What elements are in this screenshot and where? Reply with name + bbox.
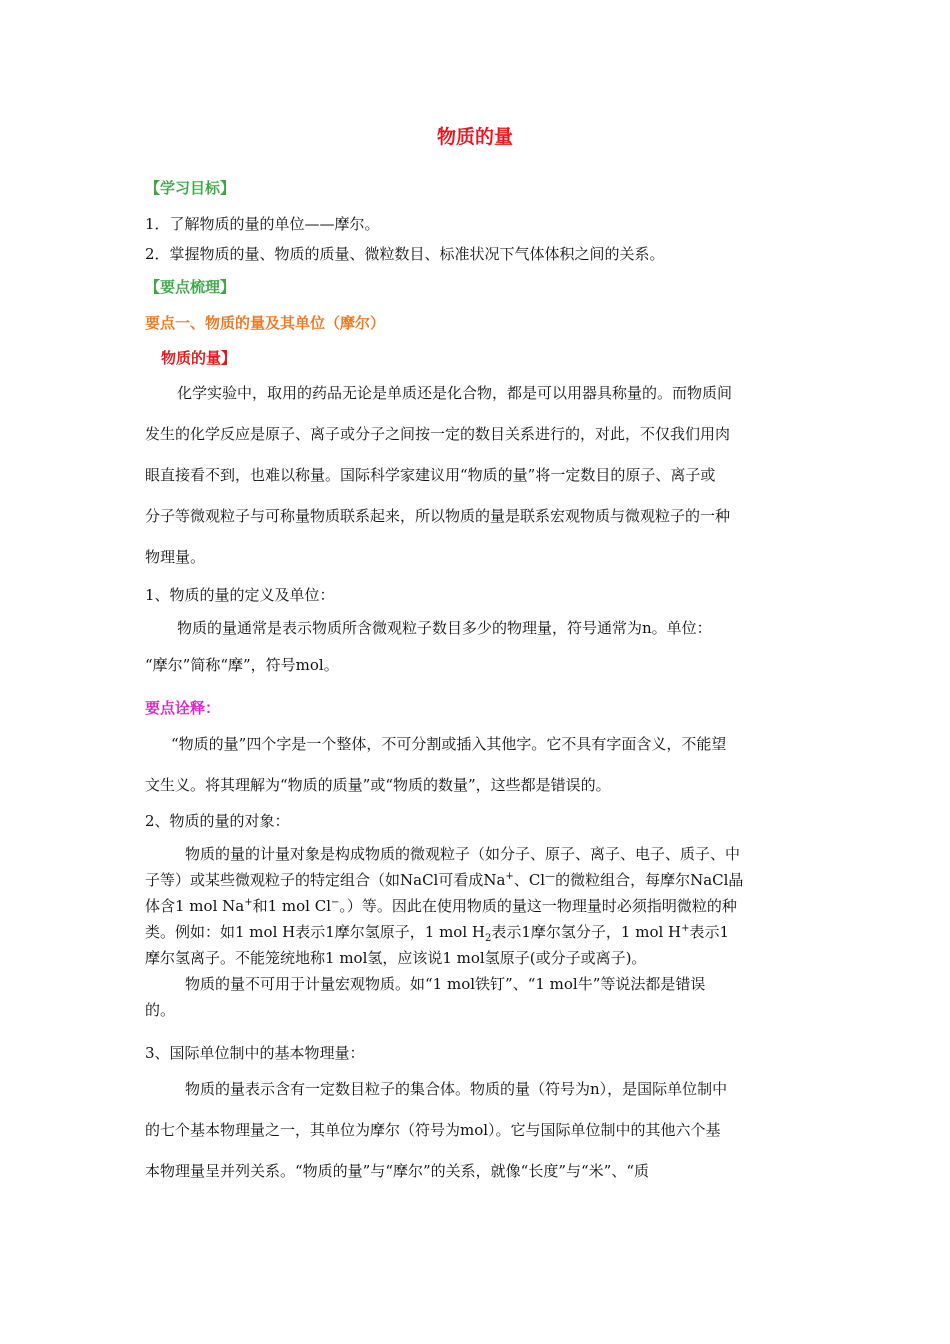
paragraph-line: 文生义。将其理解为“物质的质量”或“物质的数量”，这些都是错误的。 bbox=[145, 776, 611, 794]
superscript: + bbox=[681, 923, 690, 934]
objectives-heading: 【学习目标】 bbox=[145, 179, 236, 197]
section2-heading: 2、物质的量的对象： bbox=[145, 812, 290, 830]
objective-item: 1．了解物质的量的单位——摩尔。 bbox=[145, 215, 380, 233]
paragraph-line: 眼直接看不到，也难以称量。国际科学家建议用“物质的量”将一定数目的原子、离子或 bbox=[145, 466, 716, 484]
objective-item: 2．掌握物质的量、物质的质量、微粒数目、标准状况下气体体积之间的关系。 bbox=[145, 245, 665, 263]
text-run: 体含1 mol Na bbox=[145, 897, 245, 915]
paragraph-line bbox=[145, 919, 810, 945]
text-run: 。）等。因此在使用物质的量这一物理量时必须指明微粒的种 bbox=[339, 897, 737, 915]
paragraph-line bbox=[145, 893, 810, 919]
paragraph-line: 物理量。 bbox=[145, 548, 206, 566]
superscript: + bbox=[505, 871, 514, 882]
explain-heading: 要点诠释： bbox=[145, 699, 221, 717]
paragraph-line: 物质的量表示含有一定数目粒子的集合体。物质的量（符号为n），是国际单位制中 bbox=[185, 1080, 728, 1098]
intro-paragraph bbox=[145, 373, 810, 578]
paragraph-line: 化学实验中，取用的药品无论是单质还是化合物，都是可以用器具称量的。而物质间 bbox=[177, 384, 733, 402]
keypoints-heading: 【要点梳理】 bbox=[145, 278, 236, 296]
text-run: 类。例如：如1 mol H表示1摩尔氢原子，1 mol H bbox=[145, 923, 485, 941]
text-run: 子等）或某些微观粒子的特定组合（如NaCl可看成Na bbox=[145, 871, 506, 889]
point1-subheading: 物质的量】 bbox=[161, 349, 237, 367]
text-run: 、Cl bbox=[513, 871, 546, 889]
point1-heading: 要点一、物质的量及其单位（摩尔） bbox=[145, 314, 386, 332]
subscript: 2 bbox=[484, 933, 492, 944]
section1-paragraph bbox=[145, 610, 810, 684]
text-run: 表示1摩尔氢分子，1 mol H bbox=[491, 923, 682, 941]
section3-paragraph bbox=[145, 1069, 810, 1192]
superscript: + bbox=[244, 897, 253, 908]
paragraph-line: “物质的量”四个字是一个整体，不可分割或插入其他字。它不具有字面含义，不能望 bbox=[171, 735, 727, 753]
paragraph-line: 分子等微观粒子与可称量物质联系起来，所以物质的量是联系宏观物质与微观粒子的一种 bbox=[145, 507, 731, 525]
paragraph-line: 物质的量不可用于计量宏观物质。如“1 mol铁钉”、“1 mol牛”等说法都是错误 bbox=[185, 975, 706, 993]
paragraph-line: 本物理量呈并列关系。“物质的量”与“摩尔”的关系，就像“长度”与“米”、“质 bbox=[145, 1162, 650, 1180]
superscript: — bbox=[545, 871, 556, 882]
paragraph-line: 物质的量的计量对象是构成物质的微观粒子（如分子、原子、离子、电子、质子、中 bbox=[185, 845, 741, 863]
paragraph-line: 的七个基本物理量之一，其单位为摩尔（符号为mol）。它与国际单位制中的其他六个基 bbox=[145, 1121, 721, 1139]
paragraph-line: 发生的化学反应是原子、离子或分子之间按一定的数目关系进行的，对此，不仅我们用肉 bbox=[145, 425, 731, 443]
paragraph-line: 摩尔氢离子。不能笼统地称1 mol氢，应该说1 mol氢原子(或分子或离子)。 bbox=[145, 949, 647, 967]
text-run: 的微粒组合，每摩尔NaCl晶 bbox=[555, 871, 744, 889]
page-title: 物质的量 bbox=[436, 126, 513, 148]
section3-heading: 3、国际单位制中的基本物理量： bbox=[145, 1044, 365, 1062]
paragraph-line bbox=[145, 867, 810, 893]
text-run: 和1 mol Cl bbox=[252, 897, 331, 915]
explain-paragraph bbox=[145, 724, 810, 806]
text-run: 表示1 bbox=[689, 923, 730, 941]
section1-heading: 1、物质的量的定义及单位： bbox=[145, 586, 335, 604]
paragraph-line: 物质的量通常是表示物质所含微观粒子数目多少的物理量，符号通常为n。单位： bbox=[177, 619, 712, 637]
paragraph-line: 的。 bbox=[145, 1001, 176, 1019]
superscript: − bbox=[331, 897, 340, 908]
section2-paragraph bbox=[145, 841, 810, 1023]
paragraph-line: “摩尔”简称“摩”，符号mol。 bbox=[145, 656, 339, 674]
